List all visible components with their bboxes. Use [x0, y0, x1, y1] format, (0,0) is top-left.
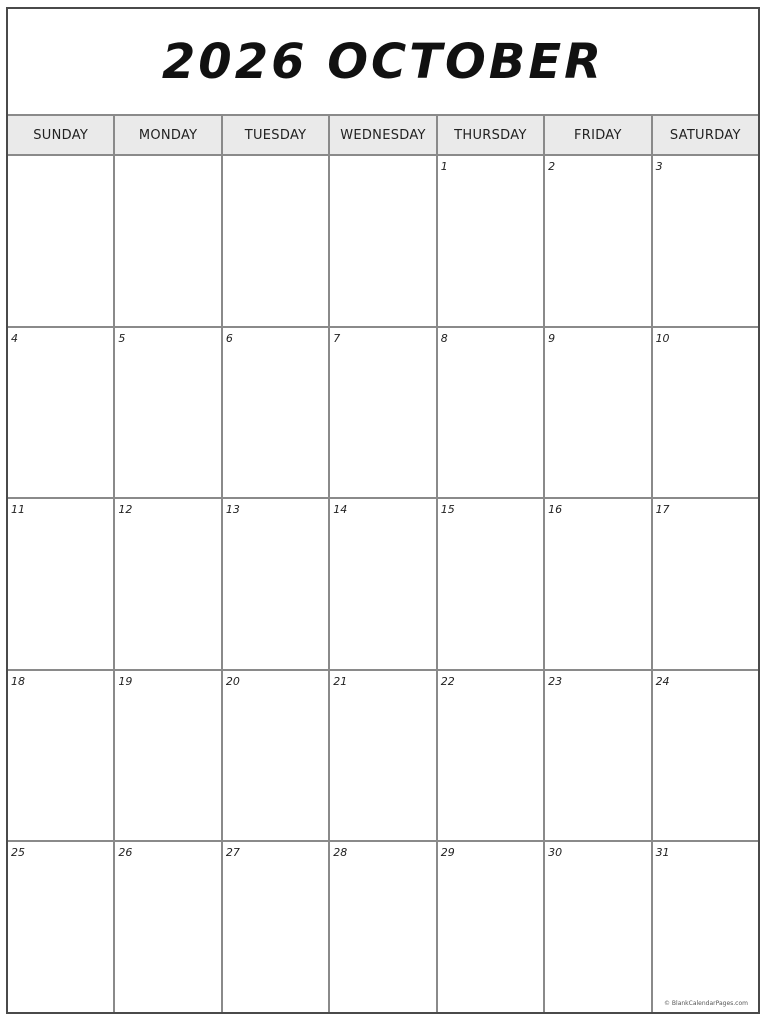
- day-cell[interactable]: [8, 156, 113, 326]
- day-cell[interactable]: [438, 156, 543, 326]
- day-number: 13: [225, 503, 240, 517]
- day-number: 14: [333, 503, 348, 517]
- day-cell[interactable]: [330, 499, 435, 669]
- weekday-header-wednesday: WEDNESDAY: [330, 116, 435, 154]
- day-cell[interactable]: [8, 328, 113, 498]
- day-cell[interactable]: [223, 328, 328, 498]
- day-cell[interactable]: [8, 499, 113, 669]
- day-number: 27: [225, 846, 240, 860]
- day-number: 24: [655, 674, 670, 688]
- day-number: 6: [225, 331, 233, 345]
- day-number: 21: [333, 674, 348, 688]
- day-cell[interactable]: [330, 156, 435, 326]
- day-number: 7: [333, 331, 341, 345]
- calendar-sheet: [6, 7, 760, 1014]
- day-cell[interactable]: [653, 328, 758, 498]
- day-cell[interactable]: [438, 499, 543, 669]
- weekday-header-friday: FRIDAY: [545, 116, 650, 154]
- day-cell[interactable]: [653, 156, 758, 326]
- day-cell[interactable]: [115, 328, 220, 498]
- weekday-header-monday: MONDAY: [115, 116, 220, 154]
- day-number: 2: [548, 160, 556, 173]
- day-cell[interactable]: [545, 328, 650, 498]
- day-number: 31: [655, 846, 670, 860]
- day-cell[interactable]: [115, 671, 220, 841]
- day-number: 19: [118, 674, 133, 688]
- day-cell[interactable]: [223, 156, 328, 326]
- day-number: 20: [225, 674, 240, 688]
- day-number: 3: [655, 160, 663, 173]
- day-number: 8: [440, 331, 448, 345]
- day-cell[interactable]: [223, 671, 328, 841]
- day-number: 30: [548, 846, 563, 860]
- day-number: 23: [548, 674, 563, 688]
- day-number: 1: [440, 160, 448, 173]
- day-cell[interactable]: [653, 671, 758, 841]
- weekday-header-saturday: SATURDAY: [653, 116, 758, 154]
- day-cell[interactable]: [438, 842, 543, 1012]
- day-cell[interactable]: [653, 499, 758, 669]
- day-number: 25: [11, 846, 25, 860]
- day-cell[interactable]: [115, 499, 220, 669]
- day-number: 4: [11, 331, 18, 345]
- day-cell[interactable]: [8, 842, 113, 1012]
- day-cell[interactable]: [653, 842, 758, 1012]
- day-number: 26: [118, 846, 133, 860]
- day-cell[interactable]: [438, 671, 543, 841]
- day-number: 15: [440, 503, 455, 517]
- day-cell[interactable]: [330, 671, 435, 841]
- weekday-header-tuesday: TUESDAY: [223, 116, 328, 154]
- day-cell[interactable]: [330, 842, 435, 1012]
- day-number: 17: [655, 503, 670, 517]
- day-number: 11: [11, 503, 25, 517]
- day-cell[interactable]: [545, 842, 650, 1012]
- day-number: 28: [333, 846, 348, 860]
- day-number: 12: [118, 503, 133, 517]
- day-number: 29: [440, 846, 455, 860]
- day-cell[interactable]: [223, 842, 328, 1012]
- day-number: 9: [548, 331, 556, 345]
- day-cell[interactable]: [545, 671, 650, 841]
- day-cell[interactable]: [545, 499, 650, 669]
- day-cell[interactable]: [545, 156, 650, 326]
- day-number: 16: [548, 503, 563, 517]
- calendar-title: 2026 OCTOBER: [161, 33, 605, 90]
- day-number: 5: [118, 331, 126, 345]
- day-number: 18: [11, 674, 25, 688]
- weekday-header-sunday: SUNDAY: [8, 116, 113, 154]
- day-cell[interactable]: [8, 671, 113, 841]
- calendar-grid: [8, 114, 758, 1012]
- weekday-header-thursday: THURSDAY: [438, 116, 543, 154]
- day-number: 22: [440, 674, 455, 688]
- day-cell[interactable]: [330, 328, 435, 498]
- day-number: 10: [655, 331, 670, 345]
- day-cell[interactable]: [223, 499, 328, 669]
- day-cell[interactable]: [115, 156, 220, 326]
- day-cell[interactable]: [438, 328, 543, 498]
- day-cell[interactable]: [115, 842, 220, 1012]
- copyright-footer: © BlankCalendarPages.com: [664, 1000, 748, 1007]
